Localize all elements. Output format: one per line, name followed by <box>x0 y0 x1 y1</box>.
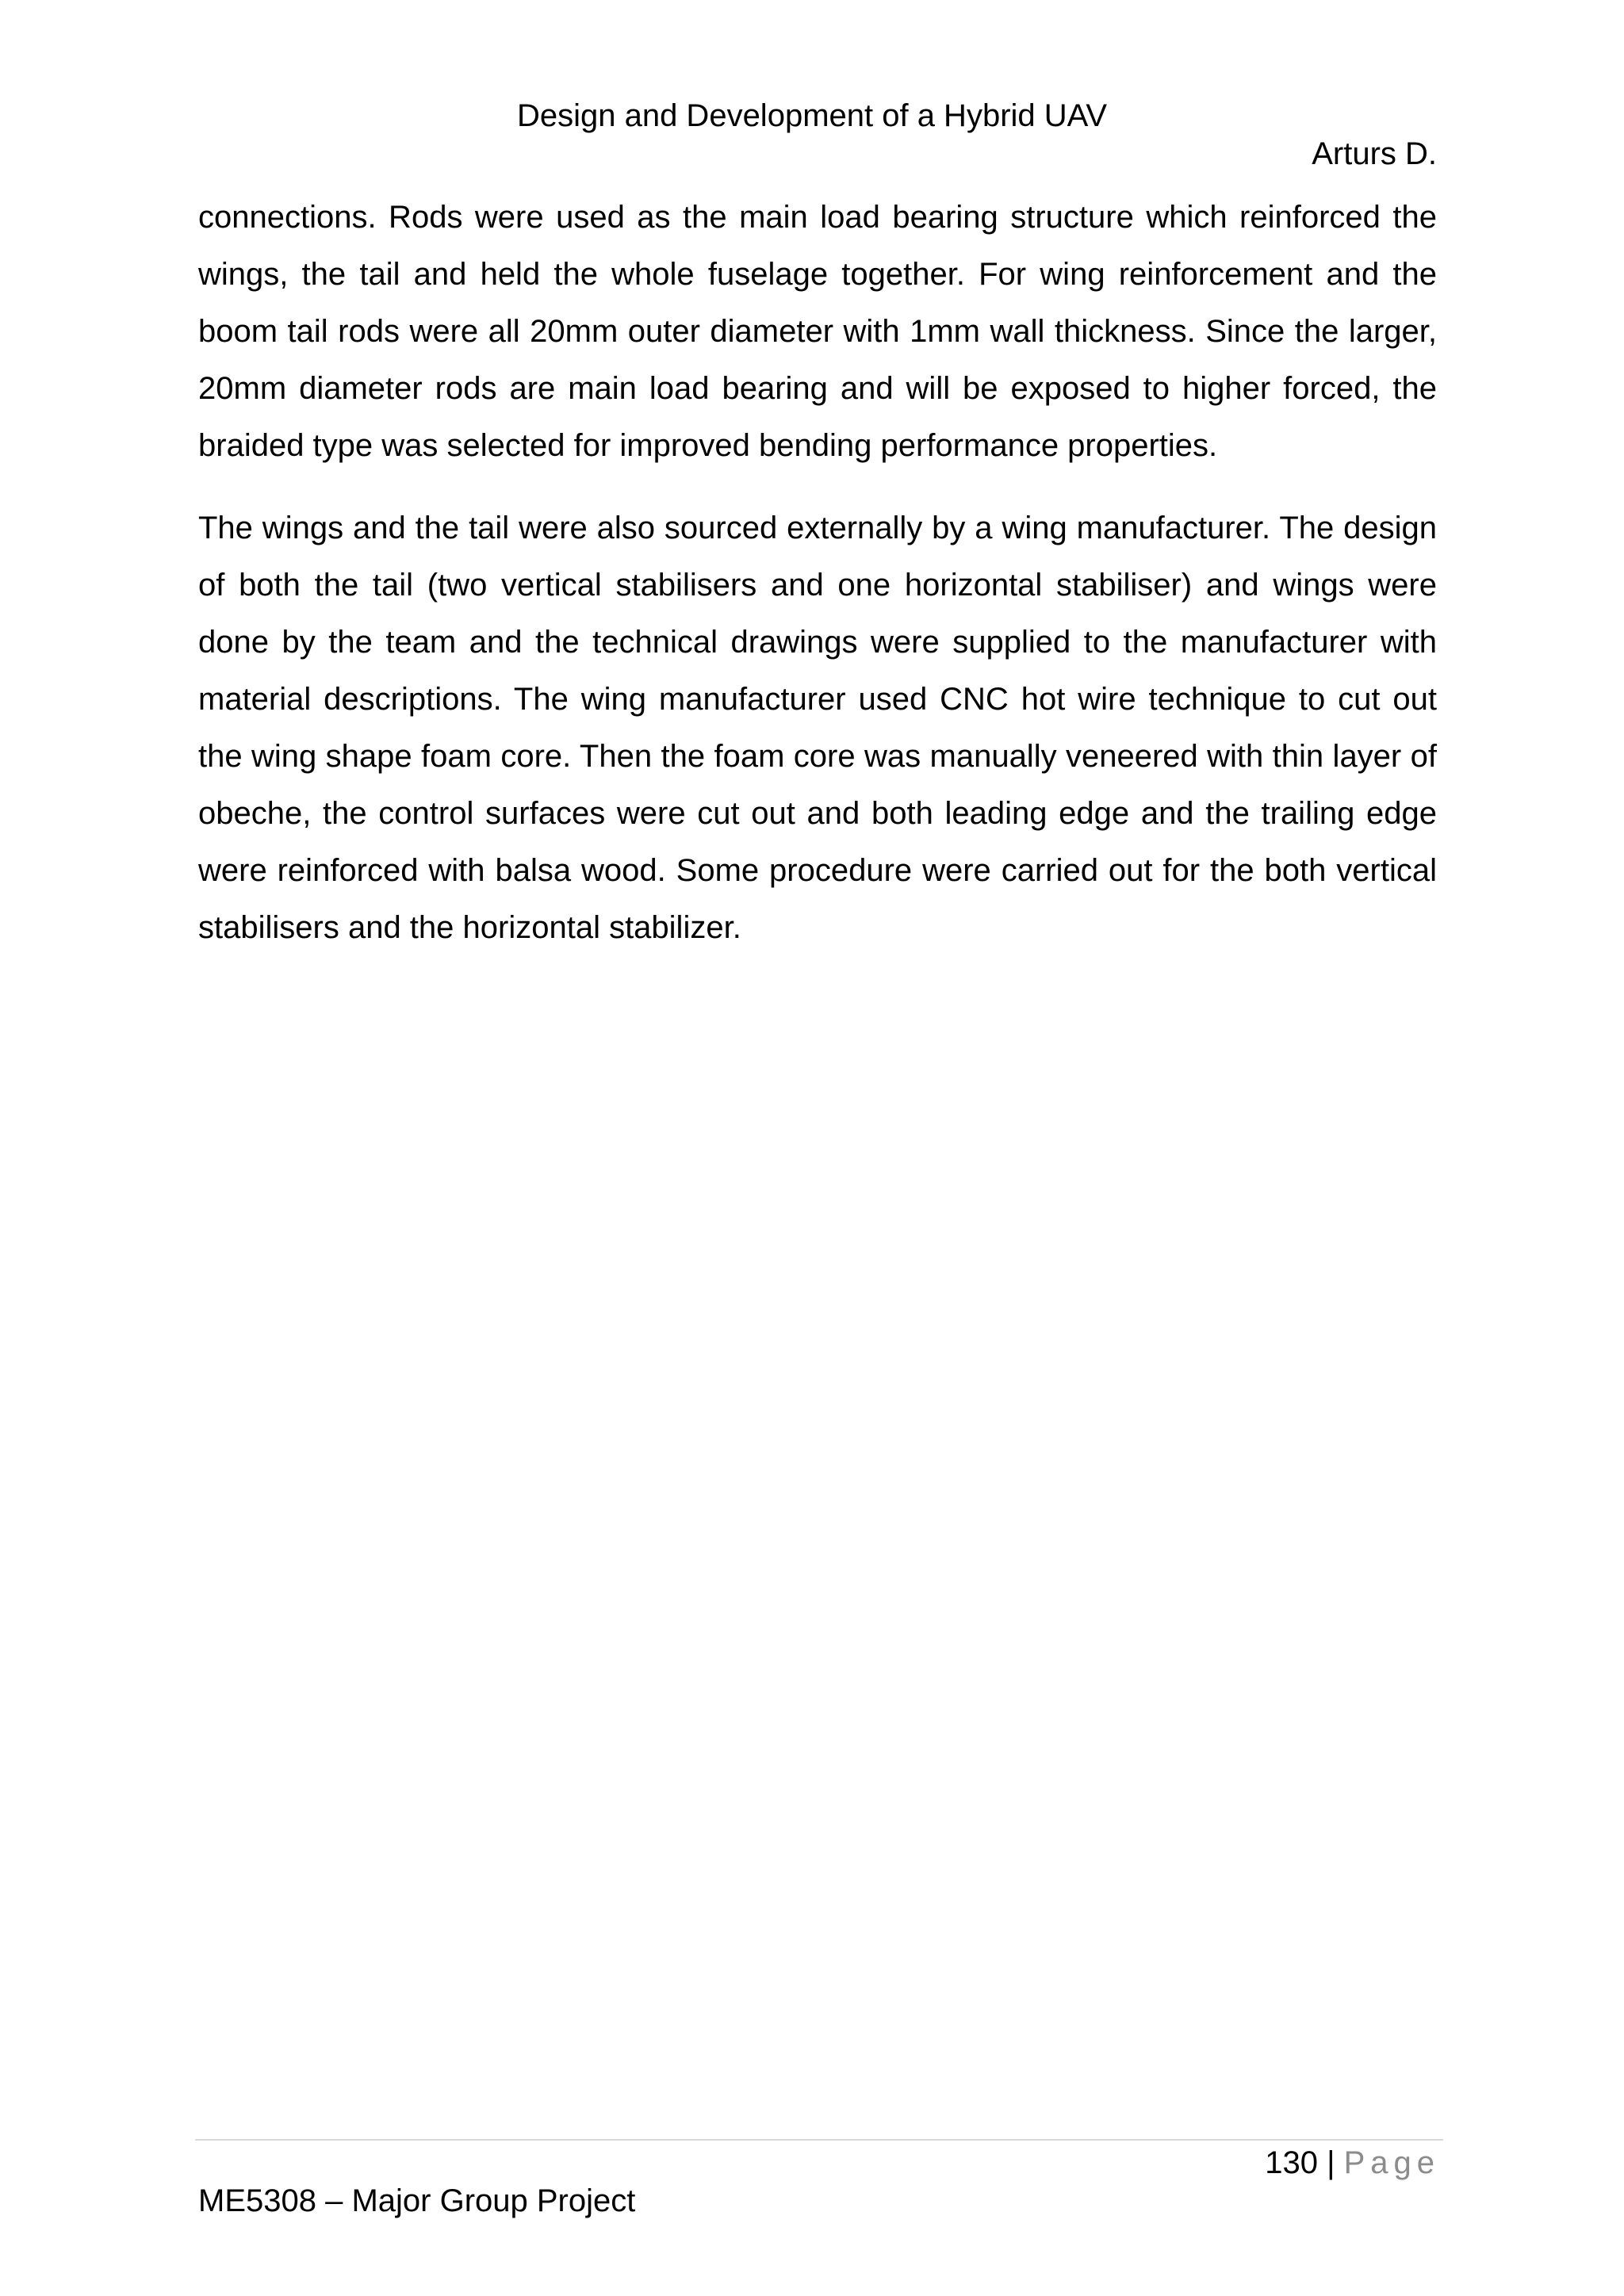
header-author: Arturs D. <box>1312 136 1437 171</box>
footer-divider <box>195 2139 1443 2141</box>
paragraph-2: The wings and the tail were also sourced externally by a wing manufacturer. The design of both the tail (two vertical stabilisers and one horizontal stabiliser) and wings were done by the team and the technical drawings were supplied to the manufacturer with material descriptions. The wing manufacturer used CNC hot wire technique to cut out the wing shape foam core. Then the foam core was manually veneered with thin layer of obeche, the control surfaces were cut out and both leading edge and the trailing edge were reinforced with balsa wood. Some procedure were carried out for the both vertical stabilisers and the horizontal stabilizer. <box>198 511 1437 945</box>
page-label: Page <box>1343 2145 1440 2180</box>
page-number-value: 130 <box>1265 2145 1318 2180</box>
page-number <box>1265 2141 1440 2185</box>
header-title: Design and Development of a Hybrid UAV <box>516 98 1108 133</box>
page-number-separator: | <box>1317 2145 1344 2180</box>
paragraph-1: connections. Rods were used as the main load bearing structure which reinforced the wings, the tail and held the whole fuselage together. For wing reinforcement and the boom tail rods were all 20mm outer diameter with 1mm wall thickness. Since the larger, 20mm diameter rods are main load bearing and will be exposed to higher forced, the braided type was selected for improved bending performance properties. <box>198 200 1437 463</box>
document-body <box>198 189 1437 982</box>
footer-course: ME5308 – Major Group Project <box>198 2183 636 2218</box>
